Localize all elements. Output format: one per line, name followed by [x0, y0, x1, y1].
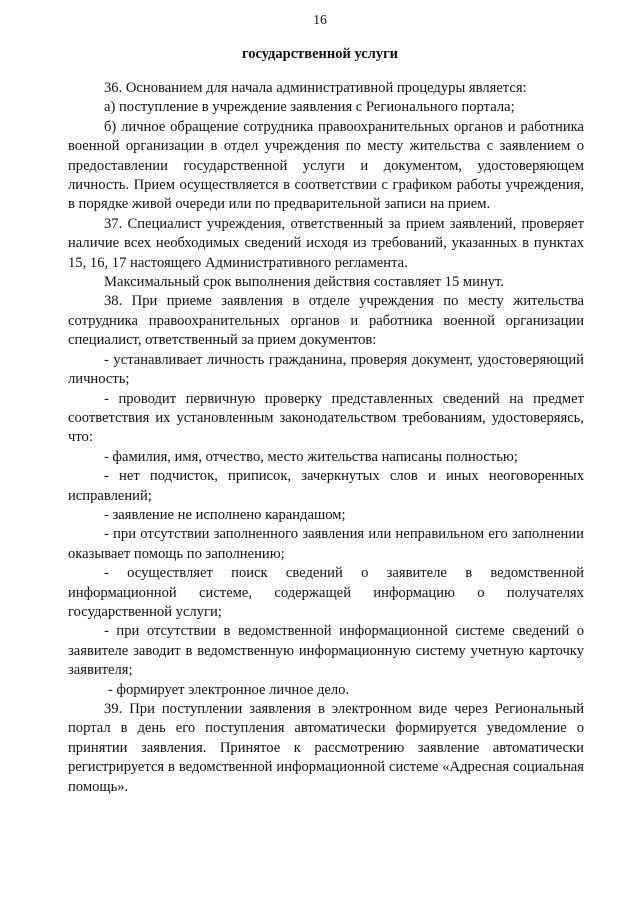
page-number: 16 [313, 12, 327, 27]
list-item-help: - при отсутствии заполненного заявления или неправильном его заполнении оказывает помощь по заполнению; [68, 526, 584, 562]
paragraph-39: 39. При поступлении заявления в электронном виде через Региональный портал в день его поступления автоматически формируется уведомление о принятии заявления. Принятое к рассмотрению заявление автоматически регистрируется в ведомственной информационной системе «Адресная социальная помощь». [68, 701, 584, 795]
paragraph-37-time-limit: Максимальный срок выполнения действия составляет 15 минут. [104, 274, 504, 291]
list-item-no-corrections: - нет подчисток, приписок, зачеркнутых слов и иных неоговоренных исправлений; [68, 468, 584, 504]
list-item-no-pencil: - заявление не исполнено карандашом; [104, 506, 346, 523]
list-item-identity: - устанавливает личность гражданина, проверяя документ, удостоверяющий личность; [68, 351, 584, 388]
paragraph-38: 38. При приеме заявления в отделе учреждения по месту жительства сотрудника правоохранительных органов и работника военной организации специалист, ответственный за прием документов: [68, 293, 584, 349]
list-item-full-name: - фамилия, имя, отчество, место жительства написаны полностью; [104, 448, 518, 465]
document-body [68, 79, 584, 797]
paragraph-36: 36. Основанием для начала административной процедуры является: [104, 80, 527, 96]
list-item-card: - при отсутствии в ведомственной информационной системе сведений о заявителе заводит в ведомственную информационную систему учетную карточку заявителя; [68, 623, 584, 679]
page-title: государственной услуги [241, 46, 399, 62]
list-item-dossier: - формирует электронное личное дело. [108, 681, 350, 698]
paragraph-36-b: б) личное обращение сотрудника правоохранительных органов и работника военной организации в отдел учреждения по месту жительства с заявлением о предоставлении государственной услуги и документом, удостоверяющем личность. Прием осуществляется в соответствии с графиком работы учреждения, в порядке живой очереди или по предварительной записи на прием. [68, 118, 584, 213]
list-item-search: - осуществляет поиск сведений о заявителе в ведомственной информационной системе, содержащей информацию о получателях государственной услуги; [68, 565, 584, 620]
paragraph-36-a: а) поступление в учреждение заявления с Регионального портала; [104, 99, 515, 116]
paragraph-37: 37. Специалист учреждения, ответственный за прием заявлений, проверяет наличие всех необходимых сведений исходя из требований, указанных в пунктах 15, 16, 17 настоящего Административного регламента. [68, 215, 584, 271]
list-item-check: - проводит первичную проверку представленных сведений на предмет соответствия их установленным законодательством требованиям, удостоверяясь, что: [68, 390, 584, 446]
